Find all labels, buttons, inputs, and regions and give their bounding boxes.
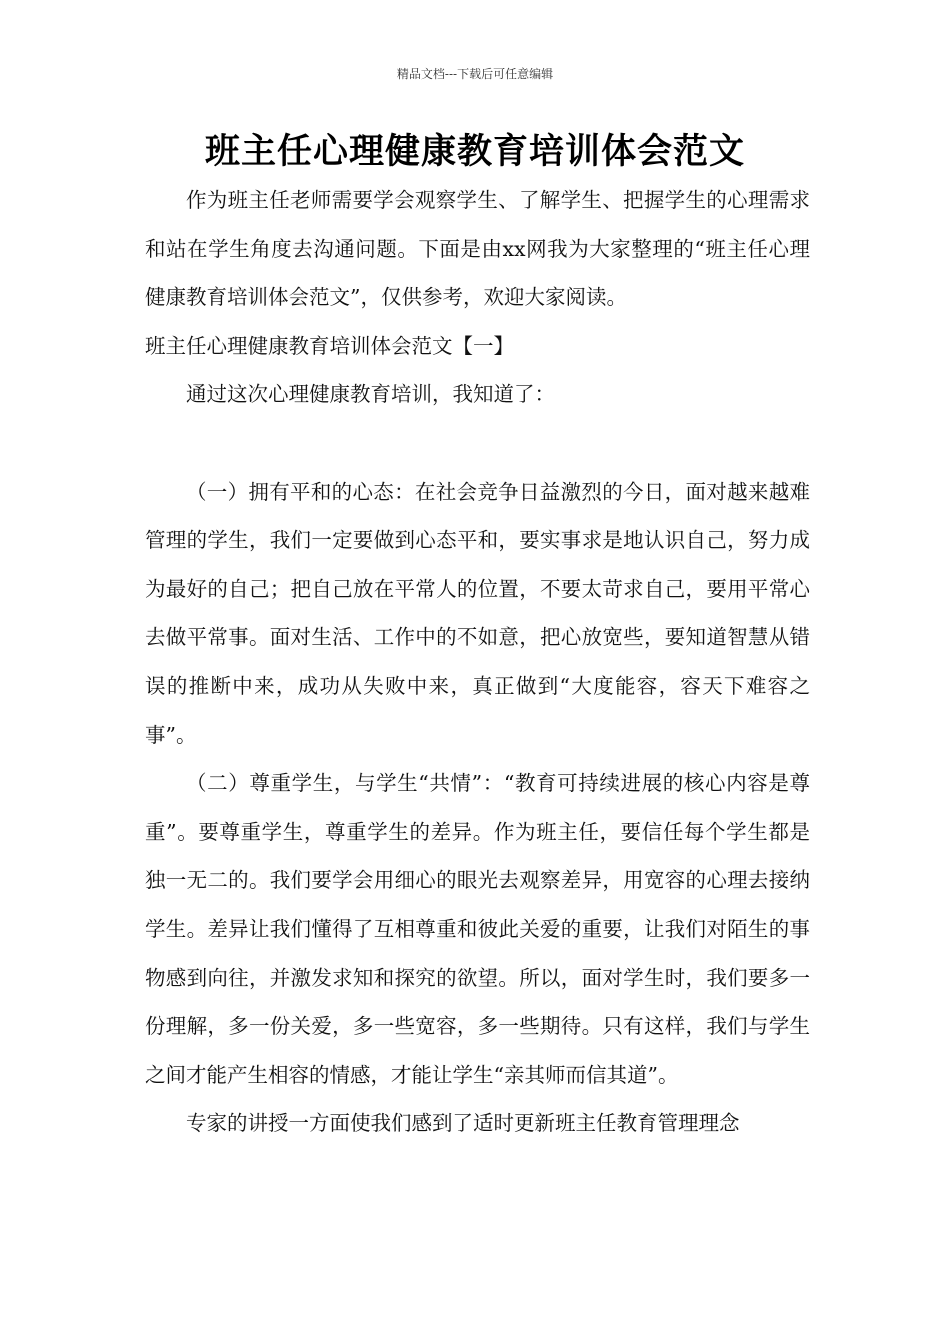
body-paragraph: 专家的讲授一方面使我们感到了适时更新班主任教育管理理念: [186, 1111, 740, 1136]
header-note: 精品文档---下载后可任意编辑: [396, 67, 554, 81]
document-body: [145, 176, 810, 1148]
document-title: 班主任心理健康教育培训体会范文: [204, 131, 745, 172]
section-heading: 班主任心理健康教育培训体会范文【一】: [145, 333, 514, 358]
body-paragraph: （一）拥有平和的心态：在社会竞争日益激烈的今日，面对越来越难管理的学生，我们一定要做到心态平和，要实事求是地认识自己，努力成为最好的自己；把自己放在平常人的位置，不要太苛求自己，要用平常心去做平常事。面对生活、工作中的不如意，把心放宽些，要知道智慧从错误的推断中来，成功从失败中来，真正做到“大度能容，容天下难容之事”。: [145, 479, 810, 747]
intro-paragraph: 作为班主任老师需要学会观察学生、了解学生、把握学生的心理需求和站在学生角度去沟通问题。下面是由xx网我为大家整理的“班主任心理健康教育培训体会范文”，仅供参考，欢迎大家阅读。: [145, 188, 810, 310]
paragraph-spacer: [145, 419, 810, 468]
body-paragraph: （二）尊重学生，与学生“共情”：“教育可持续进展的核心内容是尊重”。要尊重学生，尊重学生的差异。作为班主任，要信任每个学生都是独一无二的。我们要学会用细心的眼光去观察差异，用宽容的心理去接纳学生。差异让我们懂得了互相尊重和彼此关爱的重要，让我们对陌生的事物感到向往，并激发求知和探究的欲望。所以，面对学生时，我们要多一份理解，多一份关爱，多一些宽容，多一些期待。只有这样，我们与学生之间才能产生相容的情感，才能让学生“亲其师而信其道”。: [145, 771, 810, 1087]
body-paragraph: 通过这次心理健康教育培训，我知道了：: [186, 382, 555, 407]
